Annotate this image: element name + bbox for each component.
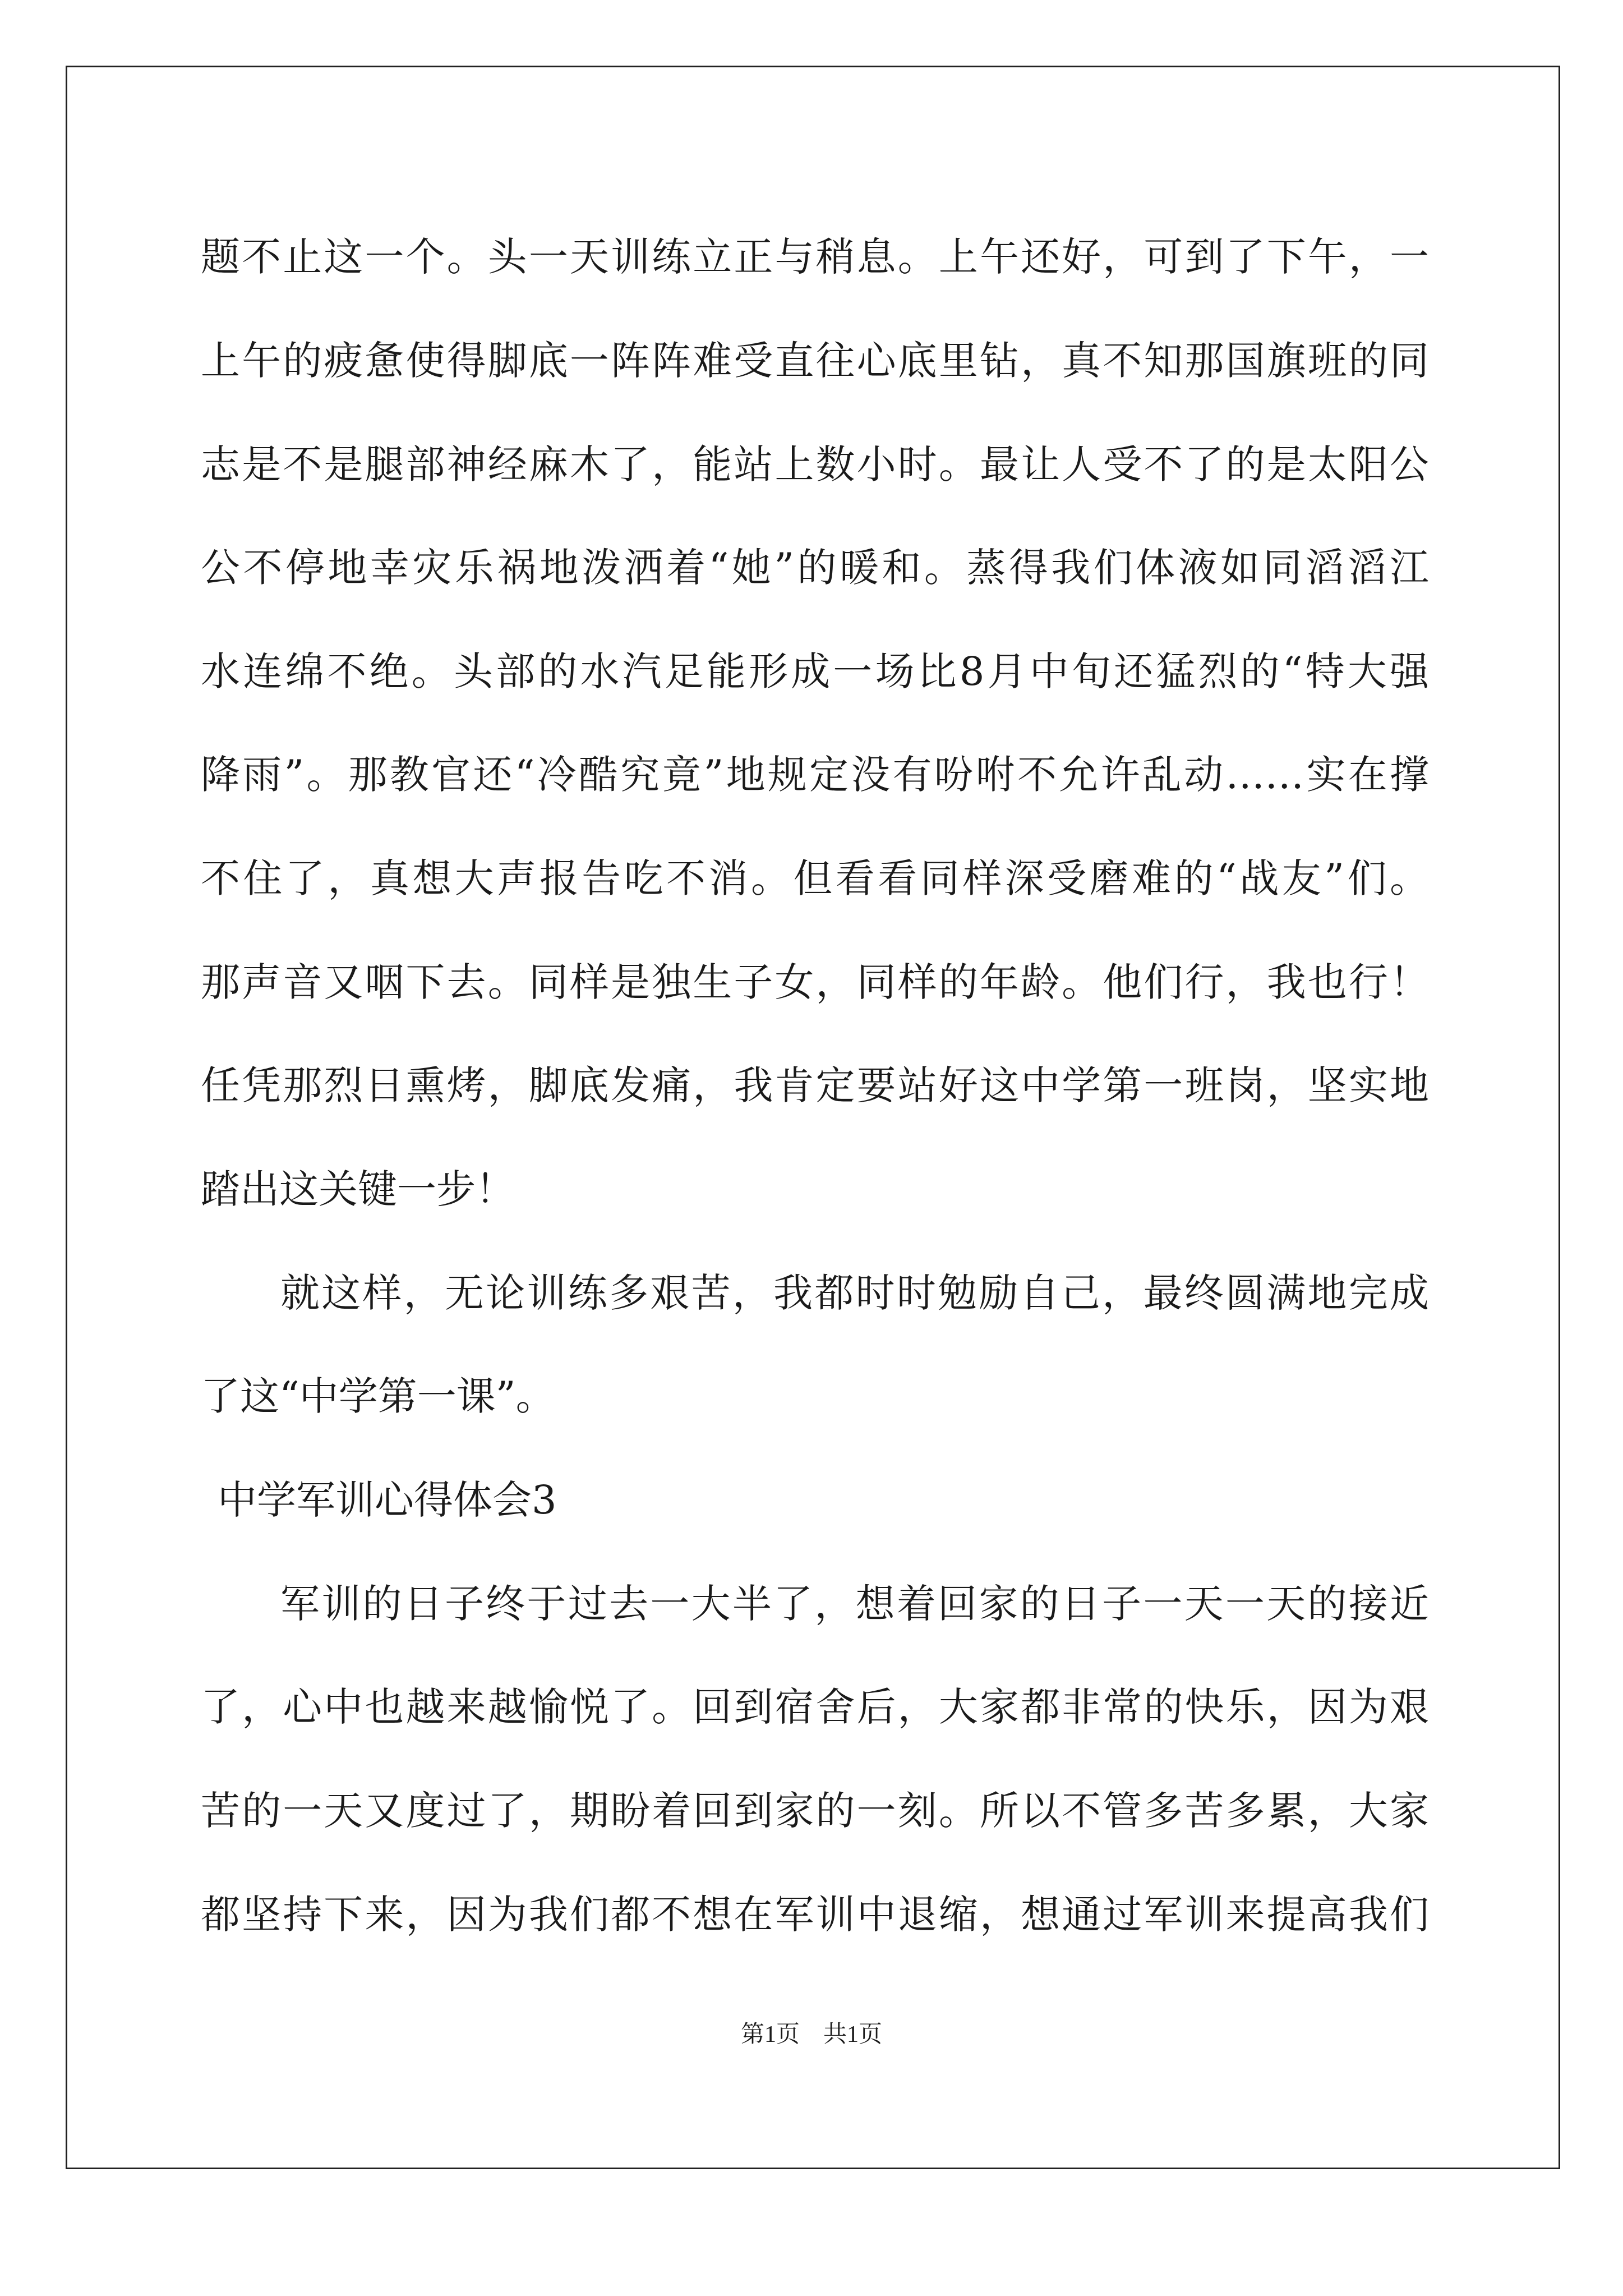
paragraph-1-line-3: 志是不是腿部神经麻木了，能站上数小时。最让人受不了的是太阳公: [201, 441, 1429, 487]
paragraph-1-line-7: 不住了，真想大声报告吃不消。但看看同样深受磨难的“战友”们。: [201, 855, 1429, 901]
paragraph-1-line-1: 题不止这一个。头一天训练立正与稍息。上午还好，可到了下午，一: [201, 234, 1429, 280]
paragraph-3-line-2: 了，心中也越来越愉悦了。回到宿舍后，大家都非常的快乐，因为艰: [201, 1684, 1429, 1730]
paragraph-1-line-10: 踏出这关键一步！: [201, 1166, 515, 1212]
paragraph-3-line-3: 苦的一天又度过了，期盼着回到家的一刻。所以不管多苦多累，大家: [201, 1788, 1429, 1834]
paragraph-3-line-4: 都坚持下来，因为我们都不想在军训中退缩，想通过军训来提高我们: [201, 1892, 1429, 1938]
paragraph-1-line-2: 上午的疲惫使得脚底一阵阵难受直往心底里钻，真不知那国旗班的同: [201, 338, 1429, 384]
paragraph-3-line-1: 军训的日子终于过去一大半了，想着回家的日子一天一天的接近: [280, 1581, 1429, 1627]
paragraph-1-line-4: 公不停地幸灾乐祸地泼洒着“她”的暖和。蒸得我们体液如同滔滔江: [201, 545, 1429, 591]
paragraph-1-line-9: 任凭那烈日熏烤，脚底发痛，我肯定要站好这中学第一班岗，坚实地: [201, 1062, 1429, 1108]
section-heading: 中学军训心得体会3: [218, 1477, 557, 1523]
paragraph-1-line-5: 水连绵不绝。头部的水汽足能形成一场比8月中旬还猛烈的“特大强: [201, 648, 1429, 694]
page-number-footer: 第1页 共1页: [740, 2022, 882, 2047]
paragraph-1-line-8: 那声音又咽下去。同样是独生子女，同样的年龄。他们行，我也行！: [201, 959, 1429, 1005]
paragraph-2-line-2: 了这“中学第一课”。: [201, 1373, 555, 1419]
paragraph-1-line-6: 降雨”。那教官还“冷酷究竟”地规定没有吩咐不允许乱动……实在撑: [201, 752, 1429, 798]
paragraph-2-line-1: 就这样，无论训练多艰苦，我都时时勉励自己，最终圆满地完成: [280, 1270, 1429, 1316]
